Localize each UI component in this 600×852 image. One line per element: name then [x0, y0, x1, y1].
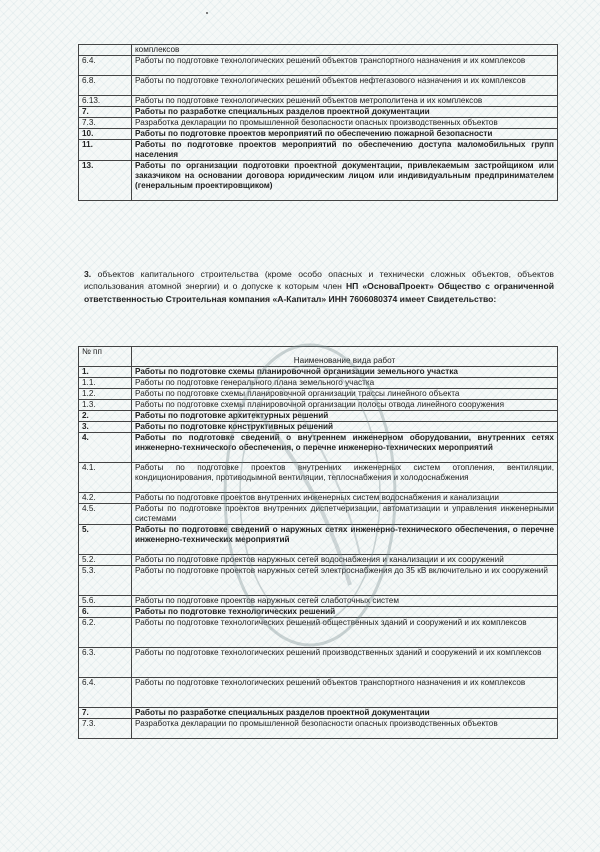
row-number: 4.5.	[79, 504, 132, 525]
row-work-name: Работы по подготовке схемы планировочной организации трассы линейного объекта	[132, 389, 558, 400]
row-number: 6.13.	[79, 96, 132, 107]
table-row	[79, 118, 558, 129]
row-work-name: Работы по подготовке технологических решений объектов транспортного назначения и их комплексов	[132, 678, 558, 708]
row-number: 1.1.	[79, 378, 132, 389]
row-number: 5.3.	[79, 566, 132, 596]
row-number: 5.2.	[79, 555, 132, 566]
row-number: 6.2.	[79, 618, 132, 648]
row-work-name: Работы по подготовке проектов наружных сетей водоснабжения и канализации и их сооружений	[132, 555, 558, 566]
speck	[206, 12, 208, 14]
table-row	[79, 566, 558, 596]
row-work-name: Работы по подготовке проектов мероприятий по обеспечению доступа маломобильных групп населения	[132, 140, 558, 161]
table-row	[79, 648, 558, 678]
row-number: 3.	[79, 422, 132, 433]
row-work-name: Работы по подготовке проектов внутренних диспетчеризации, автоматизации и управления инженерными системами	[132, 504, 558, 525]
table-row	[79, 378, 558, 389]
row-work-name: Работы по подготовке проектов внутренних инженерных систем отопления, вентиляции, кондиционирования, противодымной вентиляции, теплоснабжения и холодоснабжения	[132, 463, 558, 493]
organization-name: НП «ОсноваПроект» Общество с ограниченной ответственностью Строительная компания «А-Капитал» ИНН 7606080374 имеет Свидетельство:	[84, 281, 554, 304]
table-row	[79, 411, 558, 422]
table-row	[79, 493, 558, 504]
row-work-name: Работы по подготовке технологических решений объектов нефтегазового назначения и их комплексов	[132, 76, 558, 96]
row-number: 6.3.	[79, 648, 132, 678]
table-row	[79, 422, 558, 433]
table-row	[79, 140, 558, 161]
table-row	[79, 129, 558, 140]
row-work-name: Работы по подготовке проектов мероприятий по обеспечению пожарной безопасности	[132, 129, 558, 140]
row-work-name: Работы по подготовке конструктивных решений	[132, 422, 558, 433]
row-number: 6.	[79, 607, 132, 618]
table-row	[79, 367, 558, 378]
table-row	[79, 76, 558, 96]
row-work-name: Работы по подготовке проектов внутренних инженерных систем водоснабжения и канализации	[132, 493, 558, 504]
row-work-name: Работы по подготовке сведений о наружных сетях инженерно-технического обеспечения, о перечне инженерно-технических мероприятий	[132, 525, 558, 555]
row-work-name: Работы по организации подготовки проектной документации, привлекаемым застройщиком или заказчиком на основании договора юридическим лицом или индивидуальным предпринимателем (генеральным проектировщиком)	[132, 161, 558, 201]
section-number: 3.	[84, 269, 92, 279]
table-row	[79, 678, 558, 708]
table-row	[79, 389, 558, 400]
row-work-name: Разработка декларации по промышленной безопасности опасных производственных объектов	[132, 719, 558, 739]
row-number: 5.6.	[79, 596, 132, 607]
table-row	[79, 708, 558, 719]
table-header-row	[79, 347, 558, 367]
row-work-name: Работы по подготовке технологических решений объектов транспортного назначения и их комплексов	[132, 56, 558, 76]
row-number: 4.2.	[79, 493, 132, 504]
section-text: объектов капитального строительства (кроме особо опасных и технически сложных объектов, объектов использования атомной энергии) и о допуске к которым член	[84, 269, 554, 292]
section-paragraph	[84, 268, 554, 305]
row-work-name: Работы по подготовке технологических решений производственных зданий и сооружений и их комплексов	[132, 648, 558, 678]
row-number: 1.3.	[79, 400, 132, 411]
table-row	[79, 433, 558, 463]
table-row	[79, 45, 558, 56]
table-row	[79, 107, 558, 118]
table-row	[79, 161, 558, 201]
row-work-name: Разработка декларации по промышленной безопасности опасных производственных объектов	[132, 118, 558, 129]
row-number: 4.	[79, 433, 132, 463]
row-number: 1.2.	[79, 389, 132, 400]
row-work-name: Работы по подготовке архитектурных решений	[132, 411, 558, 422]
row-number: 2.	[79, 411, 132, 422]
row-number: 11.	[79, 140, 132, 161]
table-row	[79, 607, 558, 618]
table-row	[79, 719, 558, 739]
row-work-name: Работы по подготовке проектов наружных сетей электроснабжения до 35 кВ включительно и их сооружений	[132, 566, 558, 596]
row-number	[79, 45, 132, 56]
row-work-name: Работы по подготовке технологических решений общественных зданий и сооружений и их комплексов	[132, 618, 558, 648]
row-work-name: Работы по подготовке генерального плана земельного участка	[132, 378, 558, 389]
header-name: Наименование вида работ	[132, 347, 558, 367]
row-work-name: Работы по подготовке технологических решений	[132, 607, 558, 618]
row-number: 10.	[79, 129, 132, 140]
row-work-name: комплексов	[132, 45, 558, 56]
row-number: 7.3.	[79, 118, 132, 129]
row-work-name: Работы по разработке специальных разделов проектной документации	[132, 107, 558, 118]
table-row	[79, 555, 558, 566]
row-number: 13.	[79, 161, 132, 201]
table-row	[79, 96, 558, 107]
row-number: 6.8.	[79, 76, 132, 96]
row-number: 6.4.	[79, 56, 132, 76]
row-work-name: Работы по подготовке схемы планировочной организации полосы отвода линейного сооружения	[132, 400, 558, 411]
row-work-name: Работы по подготовке сведений о внутреннем инженерном оборудовании, внутренних сетях инженерно-технического обеспечения, о перечне инженерно-технических мероприятий	[132, 433, 558, 463]
row-work-name: Работы по разработке специальных разделов проектной документации	[132, 708, 558, 719]
row-number: 4.1.	[79, 463, 132, 493]
table-row	[79, 400, 558, 411]
table-row	[79, 463, 558, 493]
row-work-name: Работы по подготовке проектов наружных сетей слаботочных систем	[132, 596, 558, 607]
table-row	[79, 56, 558, 76]
row-number: 1.	[79, 367, 132, 378]
row-number: 7.	[79, 107, 132, 118]
row-number: 6.4.	[79, 678, 132, 708]
row-work-name: Работы по подготовке технологических решений объектов метрополитена и их комплексов	[132, 96, 558, 107]
table-row	[79, 618, 558, 648]
table-row	[79, 596, 558, 607]
table-row	[79, 525, 558, 555]
table-row	[79, 504, 558, 525]
row-number: 5.	[79, 525, 132, 555]
row-number: 7.	[79, 708, 132, 719]
works-table-continued	[78, 44, 558, 201]
row-work-name: Работы по подготовке схемы планировочной организации земельного участка	[132, 367, 558, 378]
header-num: № пп	[79, 347, 132, 367]
row-number: 7.3.	[79, 719, 132, 739]
works-table	[78, 346, 558, 739]
